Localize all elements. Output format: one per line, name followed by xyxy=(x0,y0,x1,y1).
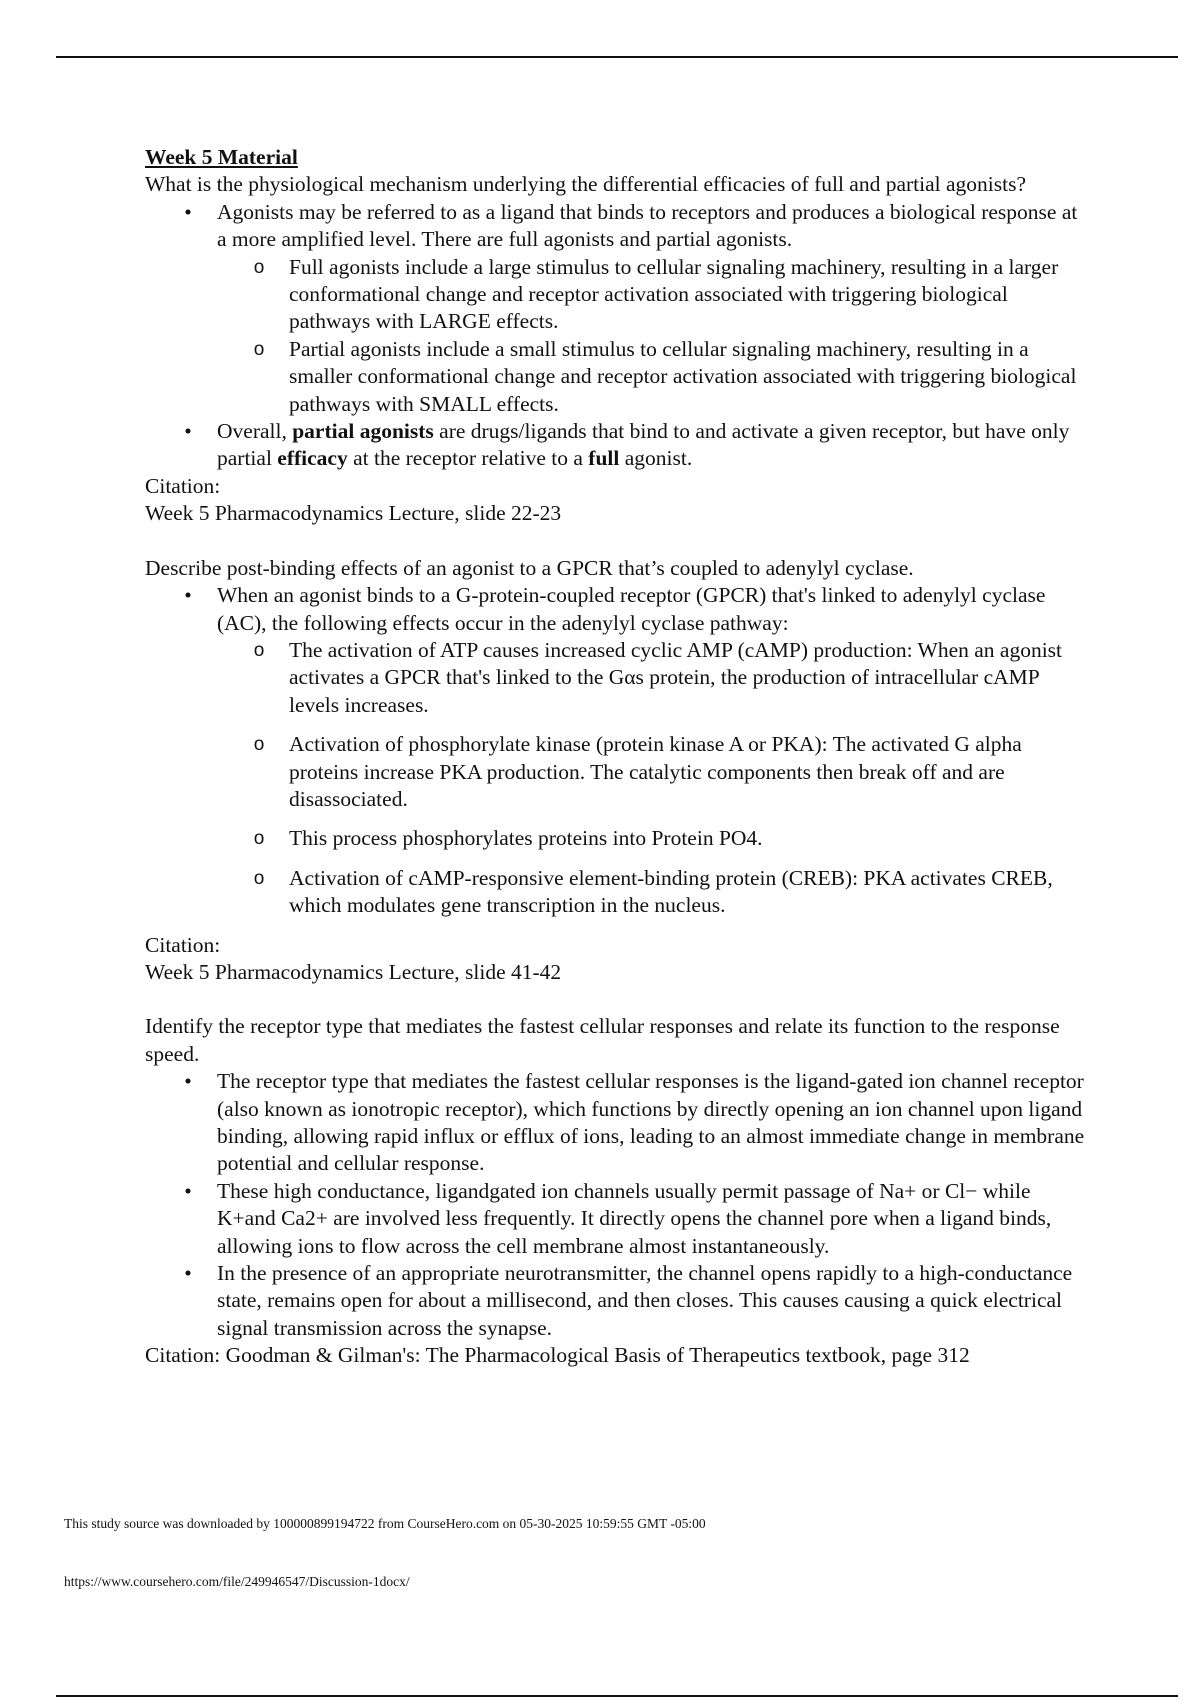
sub-bullet-icon: o xyxy=(253,867,265,889)
bullet-icon: • xyxy=(184,1178,192,1203)
sub-list-item-text: This process phosphorylates proteins into Protein PO4. xyxy=(289,826,763,851)
list-item xyxy=(184,199,1090,418)
sub-list-item-text: Full agonists include a large stimulus to cellular signaling machinery, resulting in a larger conformational change and receptor activation associated with triggering biological pathways with LARGE effects. xyxy=(289,254,1059,334)
list-item xyxy=(184,1178,1090,1260)
source-url-link[interactable]: https://www.coursehero.com/file/249946547/Discussion-1docx/ xyxy=(64,1574,410,1589)
list-item-text: Agonists may be referred to as a ligand that binds to receptors and produces a biological response at a more amplified level. There are full agonists and partial agonists. xyxy=(217,199,1078,252)
sub-list-item-text: Partial agonists include a small stimulus to cellular signaling machinery, resulting in a smaller conformational change and receptor activation associated with triggering biological pathways with SMALL effects. xyxy=(289,336,1077,416)
answer-list-2 xyxy=(145,582,1090,919)
sub-list-item-text: The activation of ATP causes increased cyclic AMP (cAMP) production: When an agonist activates a GPCR that's linked to the Gαs protein, the production of intracellular cAMP levels increases. xyxy=(289,637,1063,717)
bold-text: partial agonists xyxy=(292,419,434,444)
sub-list-item-text: Activation of phosphorylate kinase (protein kinase A or PKA): The activated G alpha proteins increase PKA production. The catalytic components then break off and are disassociated. xyxy=(289,732,1022,811)
sub-bullet-icon: o xyxy=(253,639,265,661)
bullet-icon: • xyxy=(184,1069,192,1094)
sub-list xyxy=(217,254,1090,418)
sub-list-item xyxy=(253,731,1090,813)
list-item-text: When an agonist binds to a G-protein-coupled receptor (GPCR) that's linked to adenylyl cyclase (AC), the following effects occur in the adenylyl cyclase pathway: xyxy=(217,583,1046,635)
question-3: Identify the receptor type that mediates the fastest cellular responses and relate its function to the response speed. xyxy=(145,1014,1060,1066)
bullet-icon: • xyxy=(184,583,192,608)
sub-bullet-icon: o xyxy=(253,338,265,360)
list-item xyxy=(184,582,1090,919)
sub-list-item xyxy=(253,865,1090,920)
download-notice: This study source was downloaded by 100000899194722 from CourseHero.com on 05-30-2025 10:59:55 GMT -05:00 xyxy=(64,1516,706,1531)
sub-list-item xyxy=(253,825,1090,852)
bold-text: full xyxy=(588,446,620,471)
list-item xyxy=(184,1260,1090,1342)
text-run: at the receptor relative to a xyxy=(347,446,589,471)
sub-list-item xyxy=(253,637,1090,719)
bullet-icon: • xyxy=(184,419,192,444)
sub-bullet-icon: o xyxy=(253,734,265,756)
citation-label: Citation: xyxy=(145,473,221,498)
spacer xyxy=(145,986,1090,1013)
sub-list xyxy=(217,637,1090,920)
section-heading: Week 5 Material xyxy=(145,145,298,169)
bottom-rule xyxy=(56,1695,1178,1697)
list-item xyxy=(184,1068,1090,1178)
bullet-icon: • xyxy=(184,199,192,224)
spacer xyxy=(145,528,1090,555)
list-item-text xyxy=(217,419,1069,470)
answer-list-1 xyxy=(145,199,1090,473)
text-run: agonist. xyxy=(619,446,693,471)
text-run: are drugs/ligands that bind to and activate a given receptor, but have only partial xyxy=(217,419,1070,471)
citation-text: Week 5 Pharmacodynamics Lecture, slide 22-23 xyxy=(145,501,562,526)
question-2: Describe post-binding effects of an agonist to a GPCR that’s coupled to adenylyl cyclase. xyxy=(145,555,914,580)
list-item-text: The receptor type that mediates the fastest cellular responses is the ligand-gated ion channel receptor (also known as ionotropic receptor), which functions by directly opening an ion channel upon ligand binding, allowing rapid influx or efflux of ions, leading to an almost immediate change in membrane potential and cellular response. xyxy=(217,1069,1085,1176)
text-run: Overall, xyxy=(217,419,293,444)
question-1: What is the physiological mechanism underlying the differential efficacies of full and partial agonists? xyxy=(145,172,1027,197)
bold-text: efficacy xyxy=(277,446,348,471)
sub-bullet-icon: o xyxy=(253,256,265,278)
list-item-text: In the presence of an appropriate neurotransmitter, the channel opens rapidly to a high-conductance state, remains open for about a millisecond, and then closes. This causes causing a quick electrical signal transmission across the synapse. xyxy=(217,1261,1073,1340)
bullet-icon: • xyxy=(184,1261,192,1286)
citation-label: Citation: xyxy=(145,932,221,957)
sub-list-item xyxy=(253,336,1090,418)
document-body xyxy=(145,144,1090,1370)
citation-text: Citation: Goodman & Gilman's: The Pharmacological Basis of Therapeutics textbook, page 312 xyxy=(145,1343,970,1368)
list-item-text: These high conductance, ligandgated ion channels usually permit passage of Na+ or Cl− while K+and Ca2+ are involved less frequently. It directly opens the channel pore when a ligand binds, allowing ions to flow across the cell membrane almost instantaneously. xyxy=(217,1178,1052,1258)
sub-bullet-icon: o xyxy=(253,828,265,850)
list-item xyxy=(184,418,1090,473)
top-rule xyxy=(56,56,1178,58)
answer-list-3 xyxy=(145,1068,1090,1342)
citation-text: Week 5 Pharmacodynamics Lecture, slide 41-42 xyxy=(145,959,562,984)
sub-list-item xyxy=(253,254,1090,336)
sub-list-item-text: Activation of cAMP-responsive element-binding protein (CREB): PKA activates CREB, which modulates gene transcription in the nucleus. xyxy=(289,865,1053,918)
